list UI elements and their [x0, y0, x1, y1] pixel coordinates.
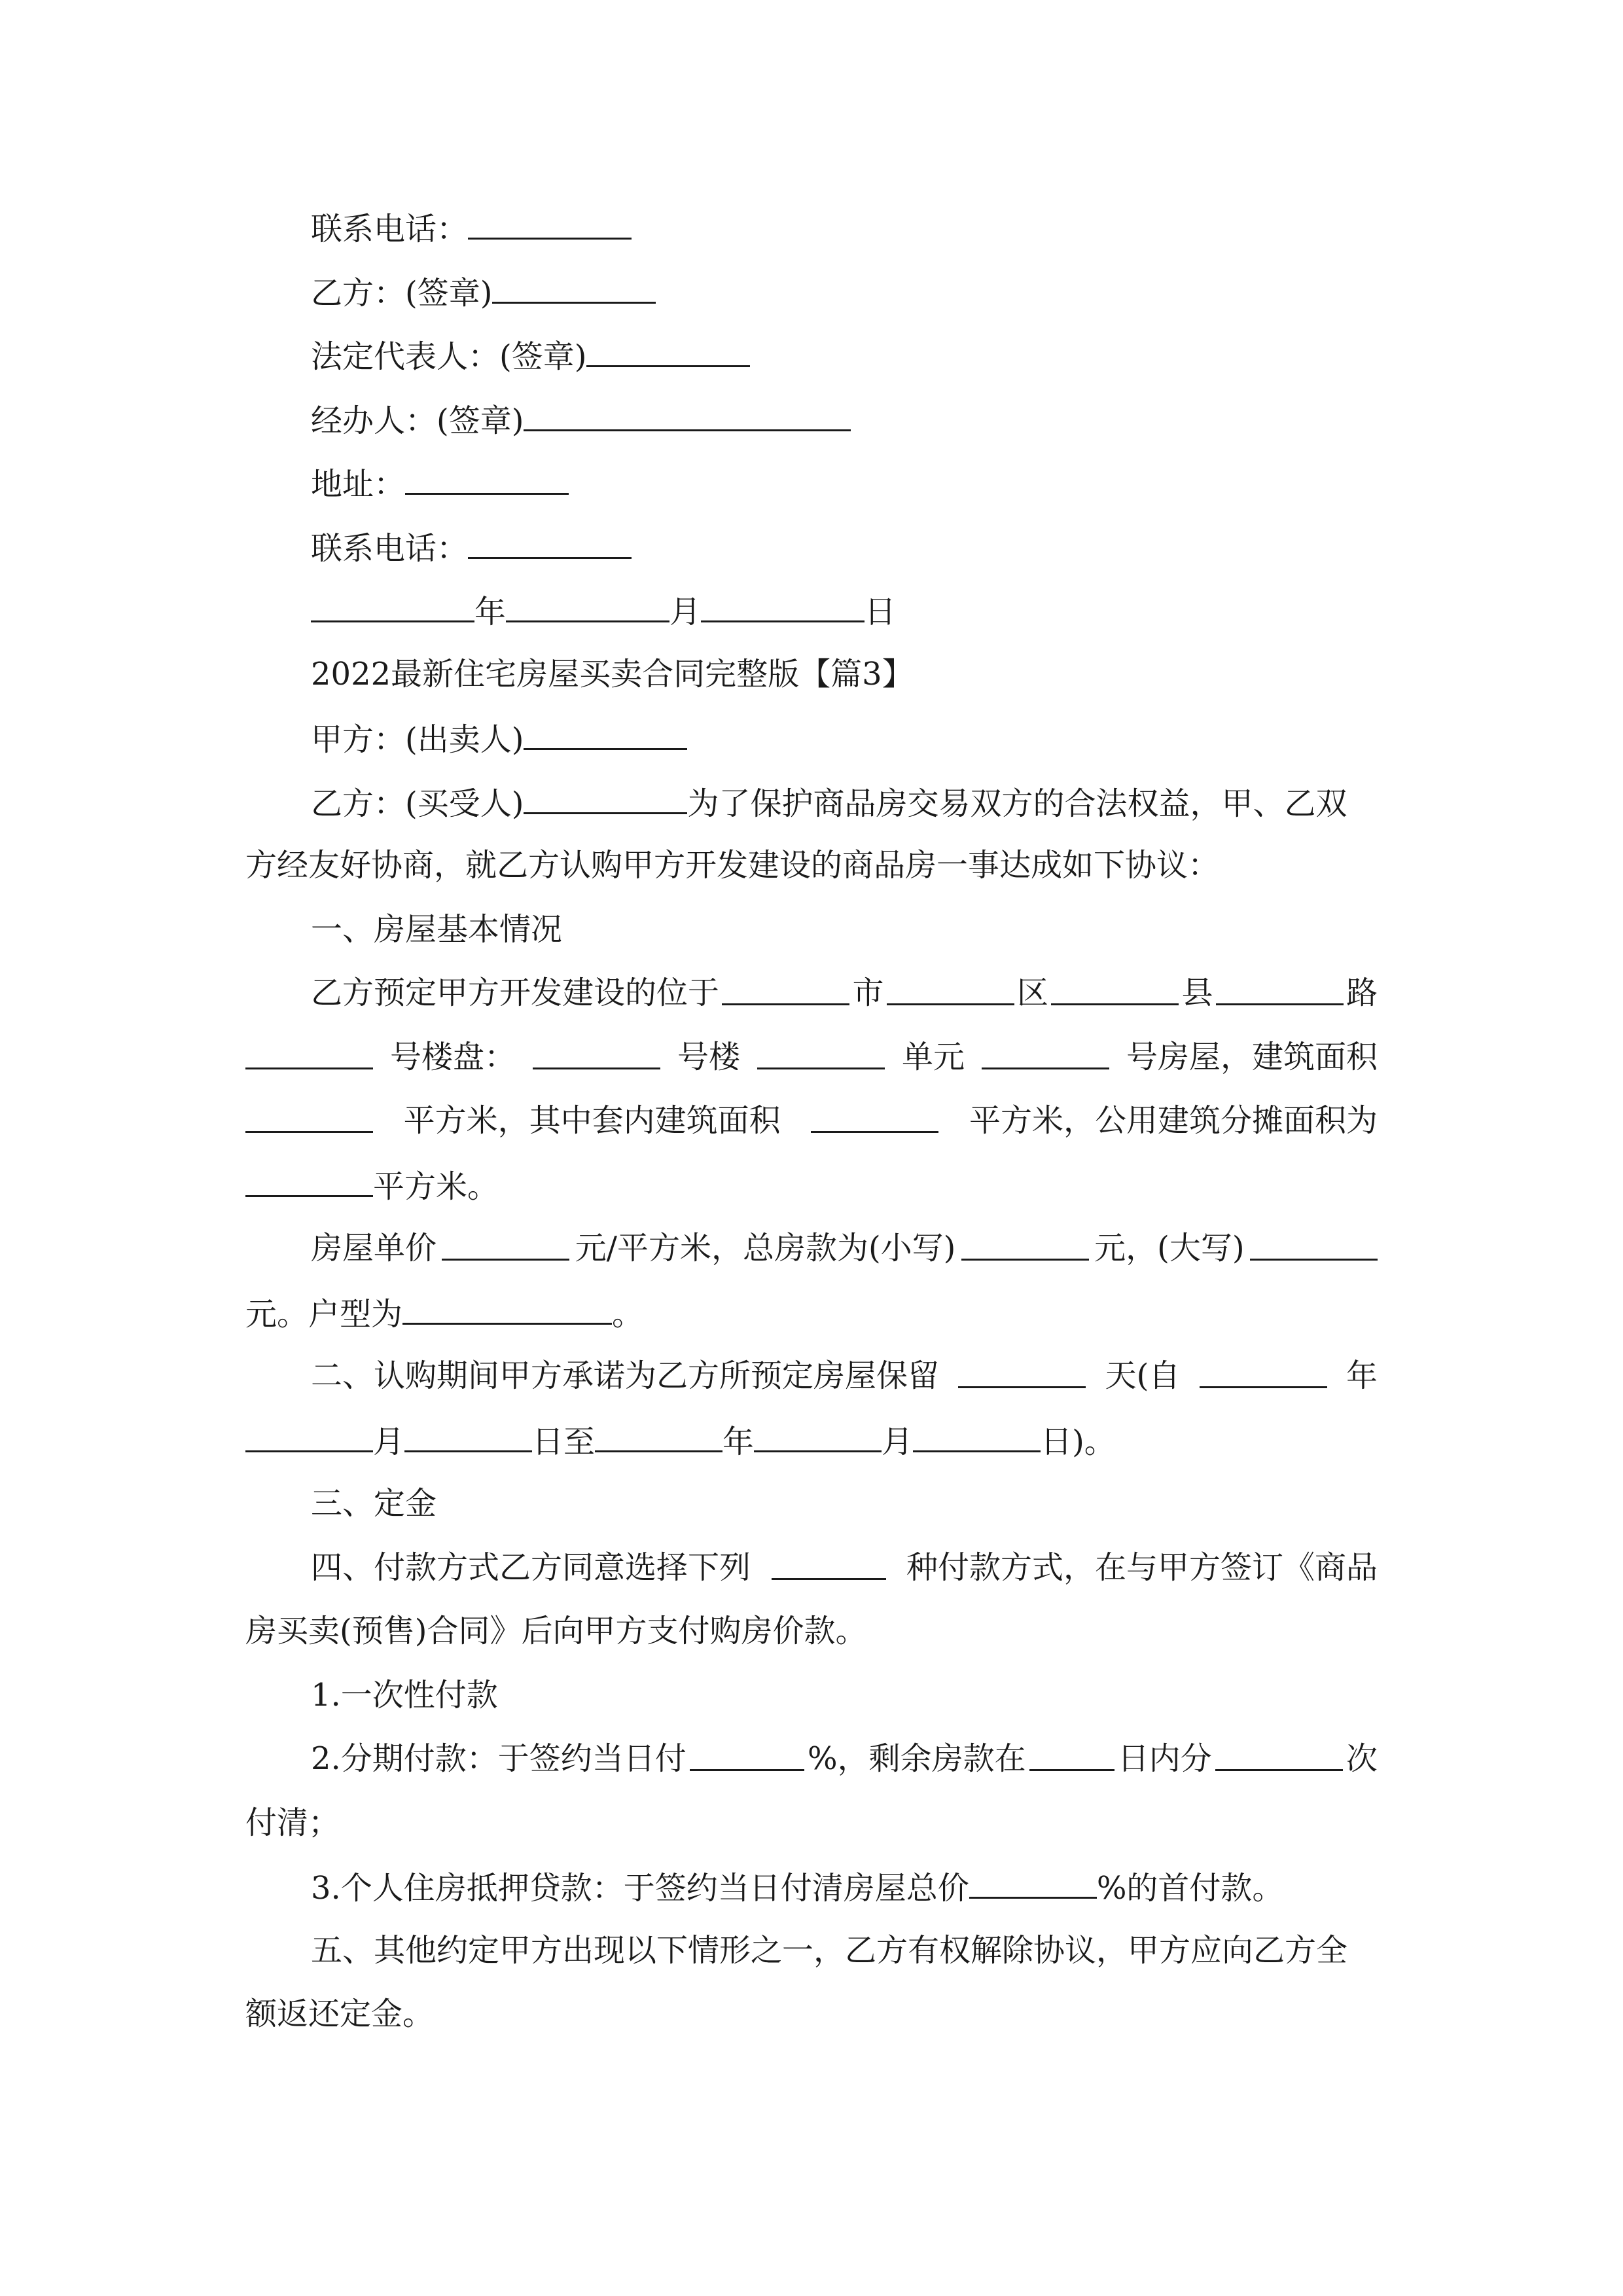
blank — [961, 1227, 1089, 1261]
text: %，剩余房款在 — [807, 1740, 1026, 1777]
text: 房买卖(预售)合同》后向甲方支付购房价款。 — [245, 1613, 867, 1649]
area-line — [245, 1100, 1378, 1141]
blank — [524, 717, 687, 750]
paragraph-line — [245, 1610, 866, 1652]
blank — [468, 206, 632, 240]
label: 联系电话： — [311, 211, 469, 247]
contact-phone-line — [311, 206, 632, 248]
blank — [245, 1036, 373, 1069]
blank — [402, 1291, 612, 1325]
blank — [887, 972, 1014, 1005]
section-5-line — [311, 1929, 1347, 1971]
text: 3.个人住房抵押贷款：于签约当日付清房屋总价 — [311, 1870, 969, 1907]
text: 付清； — [245, 1804, 340, 1841]
blank — [404, 1419, 532, 1452]
price-line — [311, 1227, 1378, 1269]
payment-option-1 — [311, 1674, 498, 1716]
party-b-signature-line — [311, 270, 656, 312]
unit-type-line — [245, 1291, 643, 1333]
text: %的首付款。 — [1096, 1870, 1284, 1907]
blank — [442, 1227, 569, 1261]
reservation-line — [311, 1355, 1378, 1397]
text: 乙方预定甲方开发建设的位于 — [311, 975, 720, 1011]
blank — [595, 1419, 722, 1452]
blank — [586, 334, 750, 367]
text: 号楼盘： — [389, 1039, 516, 1075]
blank — [913, 1419, 1041, 1452]
text: 平方米，公用建筑分摊面积为 — [969, 1102, 1378, 1139]
heading-text: 2022最新住宅房屋买卖合同完整版【篇3】 — [311, 656, 914, 692]
text: 年 — [1346, 1357, 1378, 1394]
text: 2.分期付款：于签约当日付 — [311, 1740, 687, 1777]
agent-line — [311, 398, 851, 440]
text: 市 — [852, 975, 884, 1011]
blank — [754, 1419, 882, 1452]
text: 日)。 — [1041, 1424, 1116, 1460]
blank — [772, 1547, 886, 1580]
blank — [492, 270, 656, 304]
text: 月 — [373, 1424, 405, 1460]
text: 日至 — [532, 1424, 596, 1460]
text: 三、定金 — [311, 1485, 437, 1522]
section-1-title — [311, 908, 562, 950]
text: 年 — [722, 1424, 755, 1460]
text: 种付款方式，在与甲方签订《商品 — [906, 1549, 1378, 1586]
text: 号楼 — [677, 1039, 740, 1075]
blank — [982, 1036, 1109, 1069]
payment-method-line — [311, 1547, 1378, 1588]
party-b-line — [311, 781, 1347, 823]
text: 路 — [1346, 975, 1378, 1011]
text: 县 — [1181, 975, 1213, 1011]
blank — [524, 781, 687, 814]
location-line — [311, 972, 1378, 1014]
day-label: 日 — [865, 594, 897, 630]
section-heading — [311, 653, 914, 695]
text: 元。户型为 — [245, 1296, 403, 1333]
blank — [958, 1355, 1086, 1388]
blank — [245, 1419, 373, 1452]
label: 经办人：(签章) — [311, 403, 524, 439]
blank — [1051, 972, 1179, 1005]
text: 号房屋，建筑面积 — [1126, 1039, 1378, 1075]
reservation-date-line — [245, 1419, 1116, 1461]
blank — [969, 1865, 1097, 1899]
text: 平方米，其中套内建筑面积 — [403, 1102, 781, 1139]
blank — [533, 1036, 660, 1069]
blank — [722, 972, 849, 1005]
month-label: 月 — [669, 594, 702, 630]
text: 额返还定金。 — [245, 1996, 435, 2032]
date-line — [311, 589, 896, 631]
contact-phone-line-2 — [311, 526, 632, 567]
blank — [524, 398, 851, 431]
text: 一、房屋基本情况 — [311, 911, 563, 948]
text: 五、其他约定甲方出现以下情形之一，乙方有权解除协议，甲方应向乙方全 — [311, 1932, 1348, 1969]
blank — [245, 1164, 373, 1197]
label: 法定代表人：(签章) — [311, 338, 587, 375]
text: 元，(大写) — [1094, 1230, 1245, 1266]
label: 乙方：(签章) — [311, 275, 493, 312]
label: 地址： — [311, 466, 406, 503]
section-5-cont — [245, 1993, 434, 2035]
label: 联系电话： — [311, 530, 469, 567]
paragraph-line — [245, 844, 1219, 886]
label: 乙方：(买受人) — [311, 785, 524, 822]
blank — [757, 1036, 885, 1069]
blank — [1200, 1355, 1327, 1388]
text: 平方米。 — [373, 1168, 499, 1205]
blank — [1216, 972, 1344, 1005]
label: 甲方：(出卖人) — [311, 721, 524, 758]
legal-rep-line — [311, 334, 750, 376]
blank — [245, 1100, 373, 1133]
text: 月 — [882, 1424, 914, 1460]
text: 二、认购期间甲方承诺为乙方所预定房屋保留 — [311, 1357, 940, 1394]
blank — [701, 589, 865, 622]
party-a-line — [311, 717, 687, 759]
blank — [311, 589, 474, 622]
blank — [690, 1738, 804, 1771]
blank — [1250, 1227, 1378, 1261]
blank — [1215, 1738, 1343, 1771]
text: 区 — [1016, 975, 1048, 1011]
address-line — [311, 461, 569, 503]
text: 日内分 — [1117, 1740, 1212, 1777]
blank — [811, 1100, 938, 1133]
text: 房屋单价 — [311, 1230, 437, 1266]
text: 单元 — [901, 1039, 965, 1075]
blank — [468, 526, 632, 559]
text: 四、付款方式乙方同意选择下列 — [311, 1549, 751, 1586]
text: 天(自 — [1105, 1357, 1181, 1394]
building-line — [245, 1036, 1378, 1078]
section-3-title — [311, 1482, 437, 1524]
text: 次 — [1346, 1740, 1378, 1777]
text: 1.一次性付款 — [311, 1677, 498, 1713]
blank — [405, 461, 569, 495]
payment-option-3 — [311, 1865, 1283, 1907]
text: 方经友好协商，就乙方认购甲方开发建设的商品房一事达成如下协议： — [245, 847, 1220, 884]
blank — [506, 589, 669, 622]
year-label: 年 — [474, 594, 507, 630]
payment-option-2-cont — [245, 1802, 340, 1844]
text: 为了保护商品房交易双方的合法权益，甲、乙双 — [687, 785, 1347, 822]
payment-option-2 — [311, 1738, 1378, 1780]
text: 元/平方米，总房款为(小写) — [575, 1230, 956, 1266]
area-line-end — [245, 1164, 499, 1206]
blank — [1029, 1738, 1115, 1771]
text: 。 — [612, 1296, 644, 1333]
